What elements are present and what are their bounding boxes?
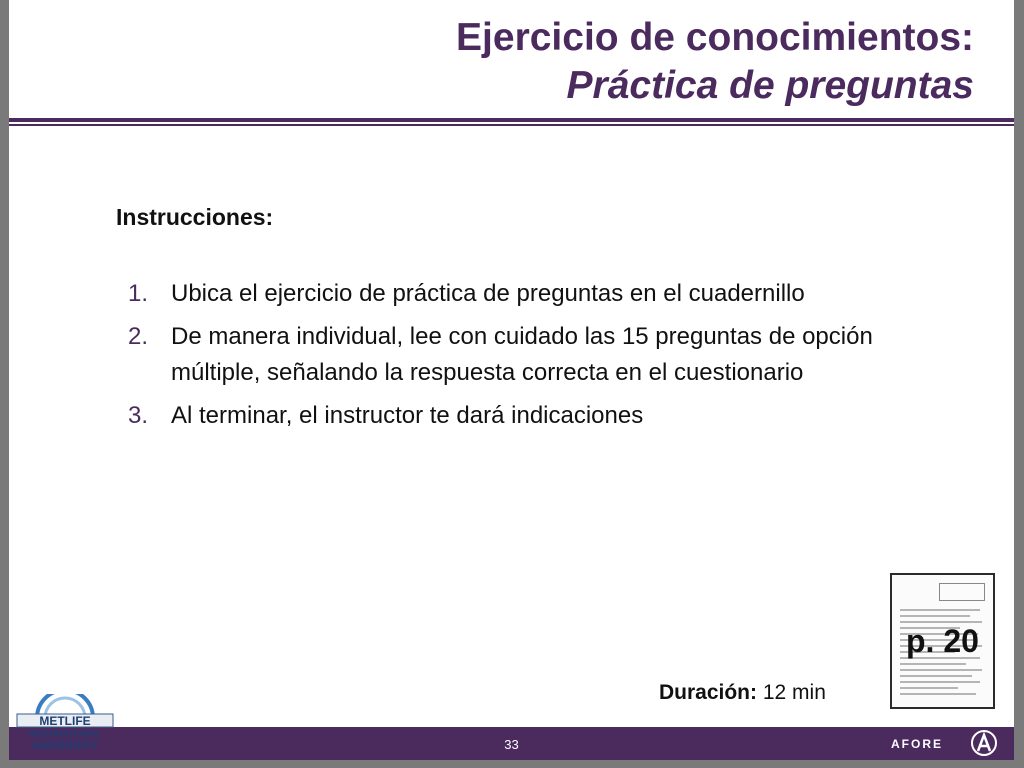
metlife-university-logo <box>15 694 115 754</box>
svg-text:AFORE: AFORE <box>891 737 943 751</box>
instructions-heading: Instrucciones: <box>116 204 274 230</box>
slide-title-subtitle: Práctica de preguntas <box>566 64 974 107</box>
duration-label: Duración: <box>659 681 758 704</box>
step-number: 1. <box>128 280 149 307</box>
step-text: Al terminar, el instructor te dará indicaciones <box>171 402 644 429</box>
svg-text:UNIVERSITY: UNIVERSITY <box>31 740 99 752</box>
slide-title-main: Ejercicio de conocimientos: <box>456 16 974 59</box>
instruction-step <box>125 398 895 434</box>
afore-logo <box>889 729 1004 758</box>
step-text: De manera individual, lee con cuidado las 15 preguntas de opción múltiple, señalando la respuesta correcta en el cuestionario <box>171 323 873 386</box>
footer-bar <box>9 727 1014 760</box>
svg-text:METLIFE: METLIFE <box>39 714 91 728</box>
instruction-step <box>125 276 895 312</box>
thumbnail-header-box <box>939 583 985 601</box>
page-number: 33 <box>504 737 519 752</box>
slide-title <box>456 14 974 110</box>
svg-text:INTERNATIONAL: INTERNATIONAL <box>28 729 102 739</box>
step-number: 3. <box>128 402 149 429</box>
instruction-step <box>125 319 895 391</box>
title-divider-thick <box>9 118 1014 122</box>
step-number: 2. <box>128 323 149 350</box>
title-divider-thin <box>9 124 1014 126</box>
instruction-steps-list <box>125 276 895 441</box>
step-text: Ubica el ejercicio de práctica de preguntas en el cuadernillo <box>171 280 805 307</box>
page-reference: p. 20 <box>906 623 979 659</box>
duration <box>659 681 826 705</box>
duration-value: 12 min <box>762 681 826 704</box>
slide <box>9 0 1014 760</box>
